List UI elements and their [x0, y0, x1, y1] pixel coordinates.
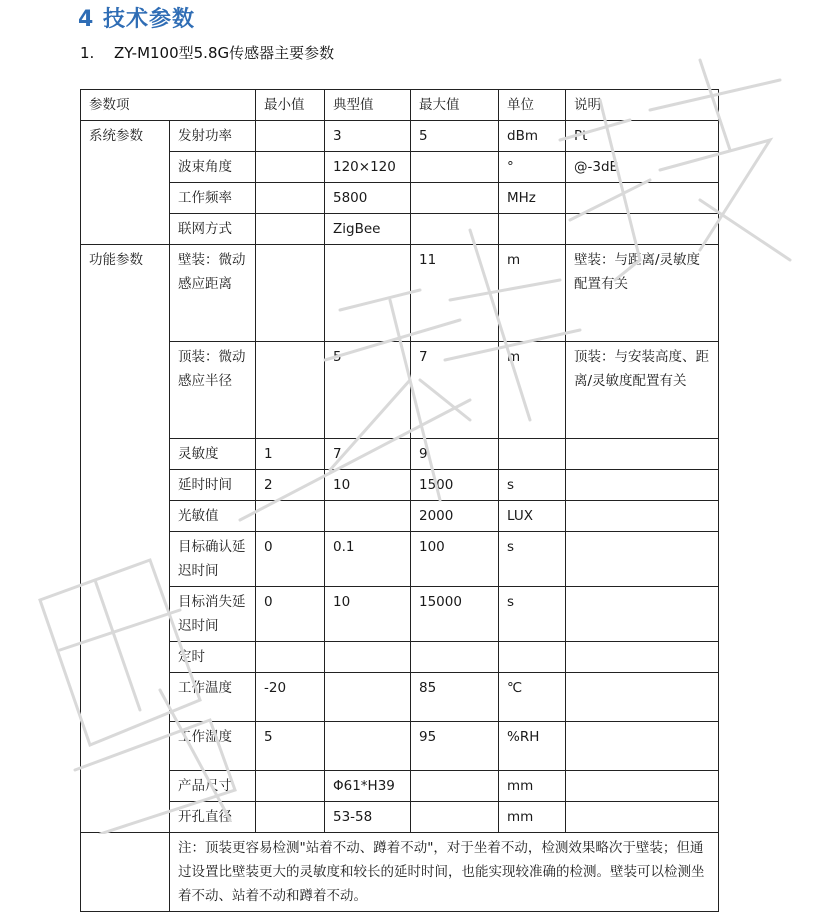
cell-item: 工作频率 [170, 183, 256, 214]
cell-typ: 5800 [325, 183, 411, 214]
header-max: 最大值 [411, 90, 499, 121]
cell-typ: Φ61*H39 [325, 771, 411, 802]
cell-max: 100 [411, 532, 499, 587]
cell-max: 7 [411, 342, 499, 439]
cell-max: 95 [411, 722, 499, 771]
section-title: 4 技术参数 [78, 7, 195, 32]
table-row [81, 470, 719, 501]
cell-typ [325, 642, 411, 673]
cell-typ: 10 [325, 470, 411, 501]
cell-max: 11 [411, 245, 499, 342]
cell-item: 灵敏度 [170, 439, 256, 470]
cell-item: 工作湿度 [170, 722, 256, 771]
cell-item: 发射功率 [170, 121, 256, 152]
cell-min [256, 183, 325, 214]
cell-item: 顶装：微动感应半径 [170, 342, 256, 439]
cell-unit: mm [499, 802, 566, 833]
table-row [81, 342, 719, 439]
cell-note [566, 642, 719, 673]
header-note: 说明 [566, 90, 719, 121]
cell-min [256, 771, 325, 802]
cell-note [566, 673, 719, 722]
cell-min [256, 342, 325, 439]
cell-item: 目标消失延迟时间 [170, 587, 256, 642]
cell-unit: mm [499, 771, 566, 802]
cell-typ [325, 722, 411, 771]
cell-min: 0 [256, 532, 325, 587]
cell-unit [499, 439, 566, 470]
cell-item: 定时 [170, 642, 256, 673]
cell-max: 85 [411, 673, 499, 722]
cell-unit: s [499, 532, 566, 587]
cell-unit: %RH [499, 722, 566, 771]
cell-typ: 5 [325, 342, 411, 439]
spec-table [80, 89, 719, 912]
header-unit: 单位 [499, 90, 566, 121]
cell-note [566, 802, 719, 833]
cell-typ: 7 [325, 439, 411, 470]
table-row [81, 214, 719, 245]
cell-max: 2000 [411, 501, 499, 532]
cell-max [411, 214, 499, 245]
table-row [81, 722, 719, 771]
cell-min [256, 802, 325, 833]
cell-typ [325, 673, 411, 722]
table-row [81, 771, 719, 802]
cell-max [411, 802, 499, 833]
header-typ: 典型值 [325, 90, 411, 121]
cell-min [256, 501, 325, 532]
footnote-row [81, 833, 719, 912]
cell-max: 15000 [411, 587, 499, 642]
table-header-row [81, 90, 719, 121]
cell-min [256, 245, 325, 342]
cell-note [566, 214, 719, 245]
footnote-spacer [81, 833, 170, 912]
cell-min [256, 121, 325, 152]
table-row [81, 673, 719, 722]
cell-min: -20 [256, 673, 325, 722]
cell-typ [325, 245, 411, 342]
cell-unit: s [499, 587, 566, 642]
subsection-title-text: ZY-M100型5.8G传感器主要参数 [114, 44, 335, 62]
group-function: 功能参数 [81, 245, 170, 833]
cell-unit: dBm [499, 121, 566, 152]
cell-note [566, 183, 719, 214]
cell-item: 开孔直径 [170, 802, 256, 833]
cell-max: 9 [411, 439, 499, 470]
table-row [81, 587, 719, 642]
cell-item: 延时时间 [170, 470, 256, 501]
cell-note [566, 722, 719, 771]
cell-typ: ZigBee [325, 214, 411, 245]
cell-note [566, 439, 719, 470]
cell-max: 5 [411, 121, 499, 152]
table-row [81, 532, 719, 587]
cell-item: 光敏值 [170, 501, 256, 532]
header-item: 参数项 [81, 90, 256, 121]
cell-item: 波束角度 [170, 152, 256, 183]
cell-unit: LUX [499, 501, 566, 532]
cell-note: 顶装：与安装高度、距离/灵敏度配置有关 [566, 342, 719, 439]
cell-typ: 53-58 [325, 802, 411, 833]
table-row [81, 501, 719, 532]
cell-unit: s [499, 470, 566, 501]
table-row [81, 121, 719, 152]
cell-item: 联网方式 [170, 214, 256, 245]
cell-item: 产品尺寸 [170, 771, 256, 802]
table-row [81, 802, 719, 833]
subsection-title [80, 42, 334, 63]
cell-max [411, 771, 499, 802]
cell-typ: 120×120 [325, 152, 411, 183]
subsection-number: 1. [80, 44, 95, 62]
cell-unit [499, 214, 566, 245]
table-row [81, 642, 719, 673]
cell-max [411, 183, 499, 214]
cell-note: 壁装：与距离/灵敏度配置有关 [566, 245, 719, 342]
cell-unit: m [499, 245, 566, 342]
table-row [81, 152, 719, 183]
cell-note [566, 501, 719, 532]
cell-unit [499, 642, 566, 673]
cell-min: 0 [256, 587, 325, 642]
cell-unit: MHz [499, 183, 566, 214]
cell-typ [325, 501, 411, 532]
cell-unit: ℃ [499, 673, 566, 722]
cell-max [411, 152, 499, 183]
cell-item: 目标确认延迟时间 [170, 532, 256, 587]
cell-max: 1500 [411, 470, 499, 501]
cell-min: 1 [256, 439, 325, 470]
cell-max [411, 642, 499, 673]
cell-note: @-3dB [566, 152, 719, 183]
header-min: 最小值 [256, 90, 325, 121]
cell-note: Pt [566, 121, 719, 152]
cell-typ: 10 [325, 587, 411, 642]
cell-item: 壁装：微动感应距离 [170, 245, 256, 342]
cell-note [566, 771, 719, 802]
table-row [81, 183, 719, 214]
cell-typ: 3 [325, 121, 411, 152]
cell-min: 5 [256, 722, 325, 771]
cell-min: 2 [256, 470, 325, 501]
table-row [81, 439, 719, 470]
cell-min [256, 214, 325, 245]
table-row [81, 245, 719, 342]
cell-min [256, 642, 325, 673]
cell-note [566, 587, 719, 642]
footnote-text: 注：顶装更容易检测"站着不动、蹲着不动"，对于坐着不动，检测效果略次于壁装；但通过设置比壁装更大的灵敏度和较长的延时时间，也能实现较准确的检测。壁装可以检测坐着不动、站着不动和蹲着不动。 [170, 833, 719, 912]
group-system: 系统参数 [81, 121, 170, 245]
cell-unit: m [499, 342, 566, 439]
cell-note [566, 532, 719, 587]
cell-unit: ° [499, 152, 566, 183]
cell-item: 工作温度 [170, 673, 256, 722]
cell-typ: 0.1 [325, 532, 411, 587]
cell-note [566, 470, 719, 501]
cell-min [256, 152, 325, 183]
